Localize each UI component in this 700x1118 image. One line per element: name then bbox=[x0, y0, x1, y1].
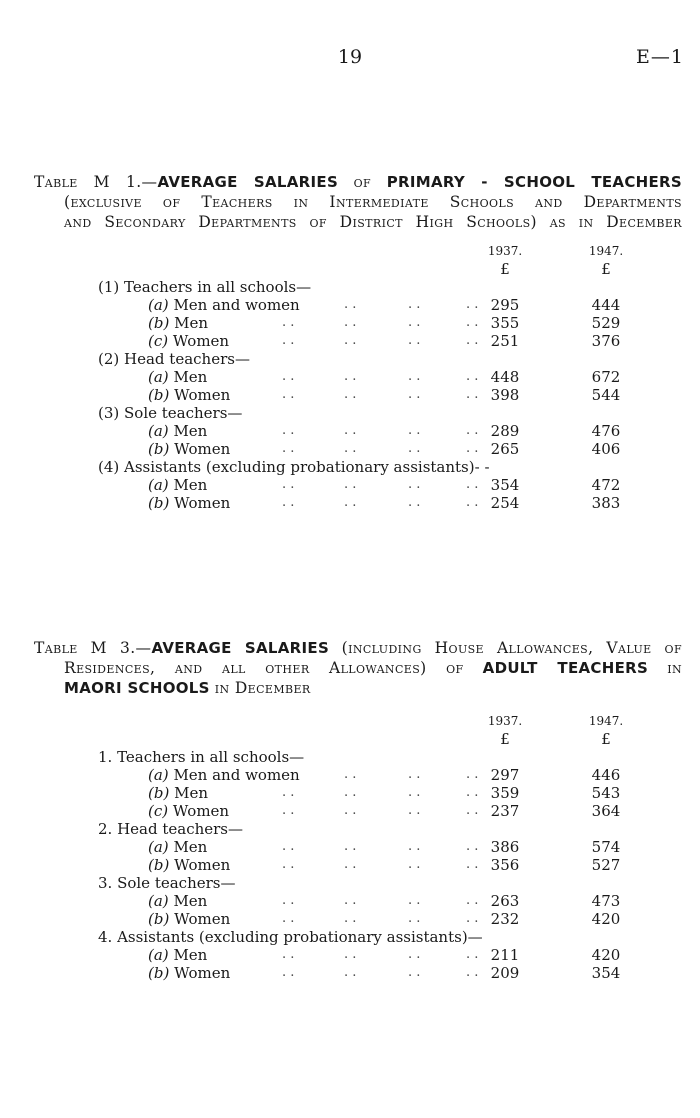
leader-dot: . . bbox=[344, 947, 357, 962]
leader-dot: . . bbox=[466, 495, 479, 510]
leader-dot: . . bbox=[408, 297, 421, 312]
leader-dot: . . bbox=[282, 965, 295, 980]
leader-dot: . . bbox=[408, 441, 421, 456]
value-1937: 359 bbox=[490, 784, 520, 802]
leader-dot: . . bbox=[344, 839, 357, 854]
table-m1-heading-line2: (exclusive of Teachers in Intermediate Schools and Departments bbox=[64, 193, 682, 211]
table-row bbox=[34, 314, 682, 332]
row-text: Men bbox=[173, 422, 208, 440]
row-label bbox=[148, 314, 208, 332]
value-1947: 383 bbox=[591, 494, 621, 512]
value-1937: 354 bbox=[490, 476, 520, 494]
leader-dot: . . bbox=[282, 803, 295, 818]
value-1937: 297 bbox=[490, 766, 520, 784]
leader-dot: . . bbox=[344, 297, 357, 312]
leader-dot: . . bbox=[282, 441, 295, 456]
value-1947: 527 bbox=[591, 856, 621, 874]
row-mark: (a) bbox=[148, 296, 169, 314]
table-m3-title-c: MAORI SCHOOLS bbox=[64, 679, 210, 697]
table-m3-heading bbox=[34, 638, 682, 698]
row-label bbox=[148, 296, 300, 314]
table-m1-title-a: AVERAGE SALARIES bbox=[157, 173, 339, 191]
column-header-1947: 1947. bbox=[588, 244, 624, 258]
row-mark: (a) bbox=[148, 838, 169, 856]
table-row bbox=[34, 946, 682, 964]
leader-dot: . . bbox=[466, 333, 479, 348]
leader-dot: . . bbox=[466, 965, 479, 980]
value-1937: 251 bbox=[490, 332, 520, 350]
leader-dot: . . bbox=[282, 893, 295, 908]
row-mark: (b) bbox=[148, 494, 170, 512]
value-1947: 574 bbox=[591, 838, 621, 856]
row-mark: (a) bbox=[148, 476, 169, 494]
column-header-1937: 1937. bbox=[487, 714, 523, 728]
leader-dot: . . bbox=[282, 387, 295, 402]
group-label: 3. Sole teachers— bbox=[98, 874, 236, 892]
leader-dot: . . bbox=[408, 315, 421, 330]
leader-dot: . . bbox=[282, 477, 295, 492]
table-m3-line2-a: Residences, and all other Allowances) of bbox=[64, 659, 464, 677]
leader-dot: . . bbox=[344, 477, 357, 492]
row-text: Women bbox=[174, 856, 231, 874]
table-row bbox=[34, 494, 682, 512]
leader-dot: . . bbox=[466, 857, 479, 872]
leader-dot: . . bbox=[466, 911, 479, 926]
table-m3-line3-rest: in December bbox=[214, 679, 311, 697]
leader-dot: . . bbox=[344, 369, 357, 384]
row-label bbox=[148, 386, 230, 404]
table-m1-data bbox=[34, 242, 682, 512]
leader-dot: . . bbox=[466, 423, 479, 438]
leader-dot: . . bbox=[344, 767, 357, 782]
leader-dot: . . bbox=[466, 893, 479, 908]
table-m3-heading-line2 bbox=[34, 658, 682, 678]
value-1947: 364 bbox=[591, 802, 621, 820]
table-row bbox=[34, 440, 682, 458]
row-text: Men bbox=[173, 838, 208, 856]
value-1937: 295 bbox=[490, 296, 520, 314]
group-heading bbox=[34, 278, 682, 296]
table-m3-title-b: ADULT TEACHERS bbox=[482, 659, 649, 677]
leader-dot: . . bbox=[344, 423, 357, 438]
leader-dot: . . bbox=[344, 785, 357, 800]
row-mark: (c) bbox=[148, 802, 169, 820]
group-label: (1) Teachers in all schools— bbox=[98, 278, 312, 296]
leader-dot: . . bbox=[344, 857, 357, 872]
group-label: (2) Head teachers— bbox=[98, 350, 250, 368]
unit-pound-1947: £ bbox=[601, 730, 611, 748]
row-label bbox=[148, 368, 207, 386]
value-1947: 544 bbox=[591, 386, 621, 404]
value-1947: 672 bbox=[591, 368, 621, 386]
group-heading bbox=[34, 404, 682, 422]
value-1937: 211 bbox=[490, 946, 520, 964]
leader-dot: . . bbox=[466, 839, 479, 854]
value-1937: 263 bbox=[490, 892, 520, 910]
table-row bbox=[34, 386, 682, 404]
row-text: Women bbox=[172, 802, 230, 820]
row-mark: (a) bbox=[148, 766, 169, 784]
row-mark: (b) bbox=[148, 910, 170, 928]
row-text: Men bbox=[174, 314, 208, 332]
leader-dot: . . bbox=[344, 333, 357, 348]
column-header-1937: 1937. bbox=[487, 244, 523, 258]
leader-dot: . . bbox=[282, 495, 295, 510]
leader-dot: . . bbox=[466, 803, 479, 818]
row-mark: (b) bbox=[148, 314, 170, 332]
leader-dot: . . bbox=[408, 803, 421, 818]
table-row bbox=[34, 296, 682, 314]
row-mark: (b) bbox=[148, 784, 170, 802]
value-1937: 356 bbox=[490, 856, 520, 874]
leader-dot: . . bbox=[344, 893, 357, 908]
table-m1-heading-line1 bbox=[34, 172, 682, 192]
leader-dot: . . bbox=[408, 423, 421, 438]
group-heading bbox=[34, 748, 682, 766]
value-1947: 406 bbox=[591, 440, 621, 458]
leader-dot: . . bbox=[408, 893, 421, 908]
value-1947: 472 bbox=[591, 476, 621, 494]
leader-dot: . . bbox=[282, 911, 295, 926]
table-m1-heading-line3: and Secondary Departments of District High Schools) as in December bbox=[64, 213, 682, 231]
leader-dot: . . bbox=[344, 803, 357, 818]
value-1947: 473 bbox=[591, 892, 621, 910]
table-m1-prefix: Table M 1.— bbox=[34, 173, 158, 191]
leader-dot: . . bbox=[344, 387, 357, 402]
leader-dot: . . bbox=[344, 441, 357, 456]
row-text: Women bbox=[172, 332, 230, 350]
table-m1-of: of bbox=[353, 173, 372, 191]
row-text: Women bbox=[174, 494, 231, 512]
column-header-1947: 1947. bbox=[588, 714, 624, 728]
table-m1-heading bbox=[34, 172, 682, 232]
page-number: 19 bbox=[337, 46, 363, 68]
group-label: (3) Sole teachers— bbox=[98, 404, 243, 422]
leader-dot: . . bbox=[408, 911, 421, 926]
row-mark: (b) bbox=[148, 856, 170, 874]
row-label bbox=[148, 946, 207, 964]
row-label bbox=[148, 838, 207, 856]
row-label bbox=[148, 476, 207, 494]
table-m3-prefix: Table M 3.— bbox=[34, 639, 152, 657]
value-1947: 376 bbox=[591, 332, 621, 350]
table-row bbox=[34, 784, 682, 802]
group-heading bbox=[34, 820, 682, 838]
leader-dot: . . bbox=[282, 947, 295, 962]
table-row bbox=[34, 766, 682, 784]
leader-dot: . . bbox=[466, 947, 479, 962]
row-label bbox=[148, 494, 230, 512]
leader-dot: . . bbox=[344, 315, 357, 330]
leader-dot: . . bbox=[408, 495, 421, 510]
leader-dot: . . bbox=[466, 297, 479, 312]
row-label bbox=[148, 910, 230, 928]
table-row bbox=[34, 332, 682, 350]
leader-dot: . . bbox=[466, 441, 479, 456]
leader-dot: . . bbox=[466, 387, 479, 402]
row-label bbox=[148, 332, 229, 350]
table-m3-in: in bbox=[667, 659, 682, 677]
group-heading bbox=[34, 874, 682, 892]
value-1937: 265 bbox=[490, 440, 520, 458]
leader-dot: . . bbox=[408, 857, 421, 872]
row-mark: (a) bbox=[148, 892, 169, 910]
row-label bbox=[148, 892, 207, 910]
leader-dot: . . bbox=[282, 785, 295, 800]
value-1947: 420 bbox=[591, 946, 621, 964]
value-1937: 398 bbox=[490, 386, 520, 404]
leader-dot: . . bbox=[282, 333, 295, 348]
table-row bbox=[34, 892, 682, 910]
row-label bbox=[148, 766, 300, 784]
table-row bbox=[34, 838, 682, 856]
value-1947: 420 bbox=[591, 910, 621, 928]
row-text: Men bbox=[173, 946, 208, 964]
row-label bbox=[148, 856, 230, 874]
column-header-years bbox=[34, 242, 682, 260]
row-mark: (a) bbox=[148, 946, 169, 964]
table-m3-line1-rest: (including House Allowances, Value of bbox=[341, 639, 682, 657]
value-1937: 355 bbox=[490, 314, 520, 332]
group-label: 2. Head teachers— bbox=[98, 820, 244, 838]
row-label bbox=[148, 440, 230, 458]
group-label: 1. Teachers in all schools— bbox=[98, 748, 305, 766]
row-text: Women bbox=[174, 440, 231, 458]
row-label bbox=[148, 784, 208, 802]
table-row bbox=[34, 856, 682, 874]
row-label bbox=[148, 802, 229, 820]
leader-dot: . . bbox=[408, 387, 421, 402]
value-1937: 209 bbox=[490, 964, 520, 982]
leader-dot: . . bbox=[282, 423, 295, 438]
leader-dot: . . bbox=[282, 369, 295, 384]
row-mark: (b) bbox=[148, 440, 170, 458]
leader-dot: . . bbox=[344, 965, 357, 980]
row-text: Men and women bbox=[173, 766, 300, 784]
row-label bbox=[148, 964, 230, 982]
value-1937: 289 bbox=[490, 422, 520, 440]
row-text: Men bbox=[173, 476, 208, 494]
group-heading bbox=[34, 458, 682, 476]
unit-pound-1947: £ bbox=[601, 260, 611, 278]
value-1947: 446 bbox=[591, 766, 621, 784]
value-1947: 476 bbox=[591, 422, 621, 440]
leader-dot: . . bbox=[408, 839, 421, 854]
table-row bbox=[34, 476, 682, 494]
value-1947: 444 bbox=[591, 296, 621, 314]
value-1937: 448 bbox=[490, 368, 520, 386]
leader-dot: . . bbox=[466, 785, 479, 800]
leader-dot: . . bbox=[282, 839, 295, 854]
leader-dot: . . bbox=[408, 785, 421, 800]
row-mark: (c) bbox=[148, 332, 169, 350]
leader-dot: . . bbox=[408, 477, 421, 492]
leader-dot: . . bbox=[282, 857, 295, 872]
leader-dot: . . bbox=[408, 369, 421, 384]
table-row bbox=[34, 910, 682, 928]
leader-dot: . . bbox=[408, 947, 421, 962]
row-mark: (b) bbox=[148, 964, 170, 982]
value-1937: 237 bbox=[490, 802, 520, 820]
table-m3 bbox=[34, 638, 682, 982]
leader-dot: . . bbox=[282, 315, 295, 330]
row-mark: (a) bbox=[148, 422, 169, 440]
leader-dot: . . bbox=[466, 315, 479, 330]
table-row bbox=[34, 964, 682, 982]
table-m3-data bbox=[34, 712, 682, 982]
leader-dot: . . bbox=[408, 767, 421, 782]
table-m3-title-a: AVERAGE SALARIES bbox=[151, 639, 330, 657]
row-mark: (a) bbox=[148, 368, 169, 386]
table-row bbox=[34, 368, 682, 386]
table-m3-heading-line3 bbox=[34, 678, 682, 698]
table-m1-title-b: PRIMARY - SCHOOL TEACHERS bbox=[386, 173, 682, 191]
group-label: (4) Assistants (excluding probationary assistants)- - bbox=[98, 458, 490, 476]
table-m1 bbox=[34, 172, 682, 512]
leader-dot: . . bbox=[466, 477, 479, 492]
row-text: Men bbox=[173, 368, 208, 386]
table-m3-heading-line1 bbox=[34, 638, 682, 658]
leader-dot: . . bbox=[408, 965, 421, 980]
group-heading bbox=[34, 350, 682, 368]
row-text: Men bbox=[173, 892, 208, 910]
row-text: Men bbox=[174, 784, 208, 802]
leader-dot: . . bbox=[408, 333, 421, 348]
leader-dot: . . bbox=[466, 767, 479, 782]
leader-dot: . . bbox=[466, 369, 479, 384]
value-1937: 232 bbox=[490, 910, 520, 928]
row-label bbox=[148, 422, 207, 440]
row-mark: (b) bbox=[148, 386, 170, 404]
group-label: 4. Assistants (excluding probationary assistants)— bbox=[98, 928, 483, 946]
value-1947: 529 bbox=[591, 314, 621, 332]
value-1937: 386 bbox=[490, 838, 520, 856]
column-header-years bbox=[34, 712, 682, 730]
table-row bbox=[34, 422, 682, 440]
column-header-units bbox=[34, 730, 682, 748]
table-row bbox=[34, 802, 682, 820]
leader-dot: . . bbox=[344, 911, 357, 926]
value-1947: 354 bbox=[591, 964, 621, 982]
group-heading bbox=[34, 928, 682, 946]
row-text: Women bbox=[174, 910, 231, 928]
leader-dot: . . bbox=[344, 495, 357, 510]
unit-pound-1937: £ bbox=[500, 260, 510, 278]
row-text: Men and women bbox=[173, 296, 300, 314]
column-header-units bbox=[34, 260, 682, 278]
row-text: Women bbox=[174, 386, 231, 404]
unit-pound-1937: £ bbox=[500, 730, 510, 748]
page-reference: E—1 bbox=[636, 46, 684, 68]
row-text: Women bbox=[174, 964, 231, 982]
value-1937: 254 bbox=[490, 494, 520, 512]
value-1947: 543 bbox=[591, 784, 621, 802]
